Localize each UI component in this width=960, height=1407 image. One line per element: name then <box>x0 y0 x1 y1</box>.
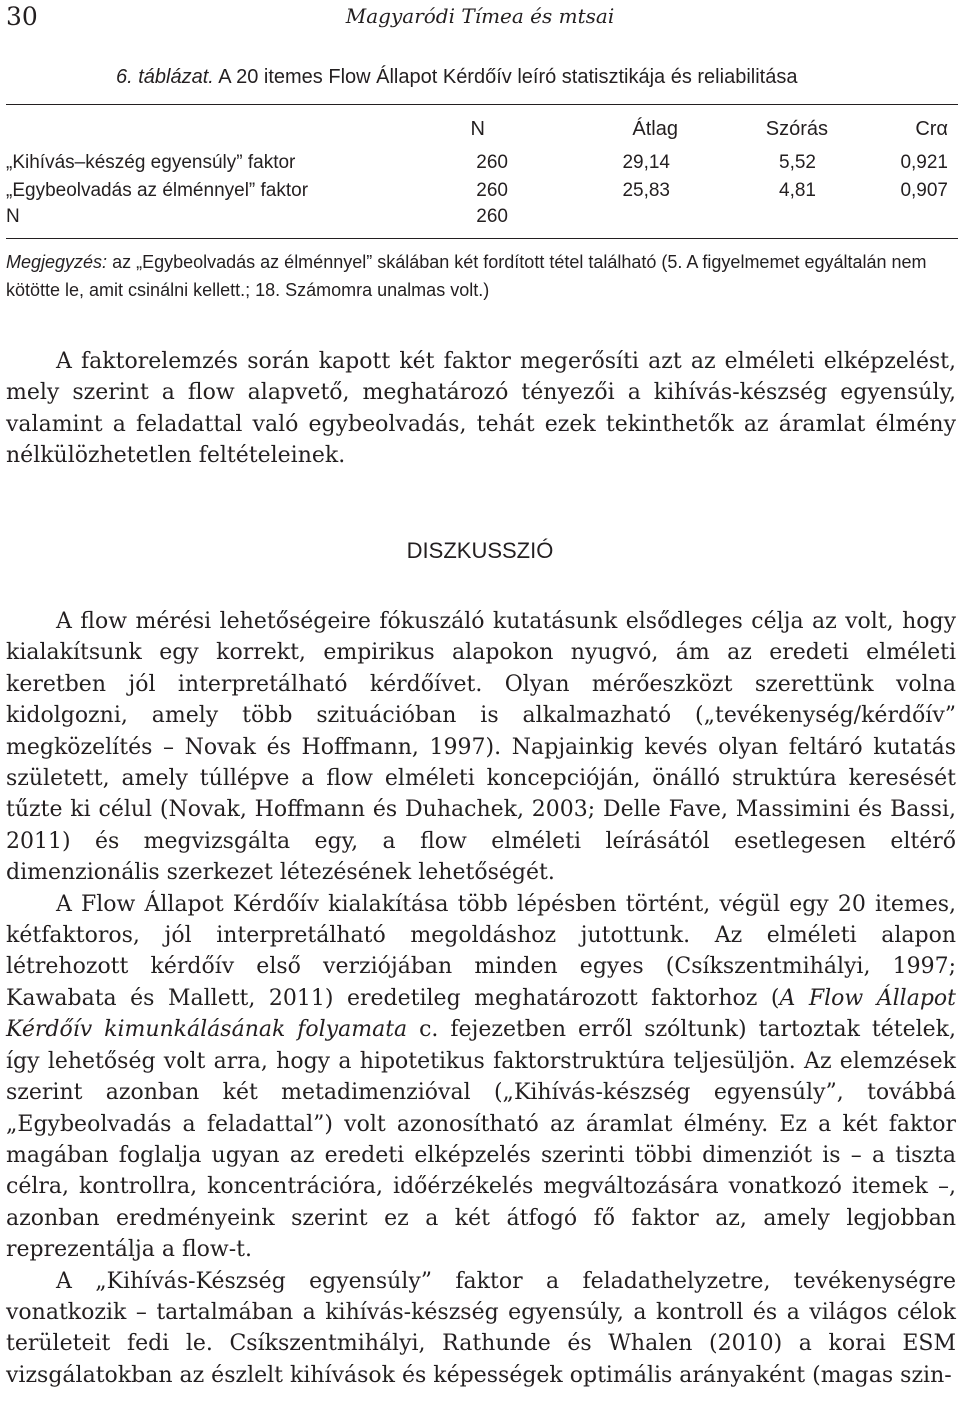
table-cell-cronbach-alpha: 0,921 <box>900 152 948 173</box>
paragraph-text <box>6 889 956 1266</box>
table-row-label: „Egybeolvadás az élménnyel” faktor <box>6 180 309 201</box>
table-top-rule <box>6 104 958 105</box>
body-paragraph-1 <box>6 346 956 472</box>
table-cell-sd: 4,81 <box>779 180 816 201</box>
paragraph-text: A flow mérési lehetőségeire fókuszáló kutatásunk elsődleges célja az volt, hogy kialakítsunk egy korrekt, empirikus alapokon nyugvó, ám az eredeti elméleti keretben jól interpretálható kérdőívet. Olyan mérőeszközt szerettünk volna kidolgozni, amely több szituációban is alkalmazható („tevékenység/kérdőív” megközelítés – Novak és Hoffmann, 1997). Napjainkig kevés olyan feltáró kutatás született, amely túllépve a flow elméleti koncepcióján, önálló struktúra keresését tűzte ki célul (Novak, Hoffmann és Duhachek, 2003; Delle Fave, Massimini és Bassi, 2011) és megvizsgálta egy, a flow elméleti leírásától esetlegesen eltérő dimenzionális szerkezet létezésének lehetőségét. <box>6 609 956 886</box>
table-cell-n: 260 <box>476 180 508 201</box>
table-caption-label: 6. táblázat. <box>116 66 214 88</box>
paragraph-text-part: A Flow Állapot Kérdőív kialakítása több lépésben történt, végül egy 20 itemes, kétfaktoros, jól interpretálható megoldáshoz jutottunk. Az elméleti alapon létrehozott kérdőív első verziójában minden egyes (Csíkszentmihályi, 1997; Kawabata és Mallett, 2011) eredetileg meghatározott faktorhoz ( <box>6 891 956 1011</box>
column-header-mean: Átlag <box>632 118 678 140</box>
table-note-label: Megjegyzés: <box>6 252 108 272</box>
table-cell-mean: 29,14 <box>622 152 670 173</box>
chapter-title-reference: A Flow Állapot Kérdőív kimunkálásának folyamata <box>6 985 956 1043</box>
table-cell-mean: 25,83 <box>622 180 670 201</box>
table-cell-n: 260 <box>476 206 508 227</box>
table-cell-sd: 5,52 <box>779 152 816 173</box>
table-caption <box>116 66 797 89</box>
page-number: 30 <box>6 2 38 31</box>
table-bottom-rule <box>6 238 958 239</box>
column-header-cronbach-alpha: Crα <box>915 118 948 140</box>
body-section-discussion <box>6 606 956 1391</box>
table-note-text: az „Egybeolvadás az élménnyel” skálában két fordított tétel található (5. A figyelmemet egyáltalán nem kötötte le, amit csinálni kellett.; 18. Számomra unalmas volt.) <box>6 252 927 300</box>
table-row-label: „Kihívás–készég egyensúly” faktor <box>6 152 296 173</box>
running-head: Magyaródi Tímea és mtsai <box>345 4 615 28</box>
table-cell-cronbach-alpha: 0,907 <box>900 180 948 201</box>
paragraph-text-part: c. fejezetben erről szóltunk) tartoztak tételek, így lehetőség volt arra, hogy a hipotetikus faktorstruktúra teljesüljön. Az elemzések szerint azonban két metadimenzióval („Kihívás-készség egyensúly”, továbbá „Egybeolvadás a feladattal”) volt azonosítható az áramlat élmény. Ez a két faktor magában foglalja ugyan az eredeti elképzelés szerinti többi dimenziót is – a tiszta célra, kontrollra, koncentrációra, időérzékelés megváltozására vonatkozó itemek –, azonban eredményeink szerint ez a két átfogó fő faktor az, amely legjobban reprezentálja a flow-t. <box>6 1017 956 1263</box>
paragraph-text: A „Kihívás-Készség egyensúly” faktor a feladathelyzetre, tevékenységre vonatkozik – tartalmában a kihívás-készség egyensúly, a kontroll és a világos célok területeit fedi le. Csíkszentmihályi, Rathunde és Whalen (2010) a korai ESM vizsgálatokban az észlelt kihívások és képességek optimális arányaként (magas szin- <box>6 1268 956 1388</box>
table-caption-text: A 20 itemes Flow Állapot Kérdőív leíró statisztikája és reliabilitása <box>218 66 798 88</box>
section-heading: DISZKUSSZIÓ <box>406 538 554 563</box>
table-cell-n: 260 <box>476 152 508 173</box>
column-header-n: N <box>470 118 485 140</box>
column-header-sd: Szórás <box>765 118 828 140</box>
paragraph-text: A faktorelemzés során kapott két faktor megerősíti azt az elméleti elképzelést, mely szerint a flow alapvető, meghatározó tényezői a kihívás-készség egyensúly, valamint a feladattal való egybeolvadás, tehát ezek tekinthetők az áramlat élmény nélkülözhetetlen feltételeinek. <box>6 349 956 469</box>
table-row-label: N <box>6 206 20 227</box>
table-note <box>6 248 956 304</box>
